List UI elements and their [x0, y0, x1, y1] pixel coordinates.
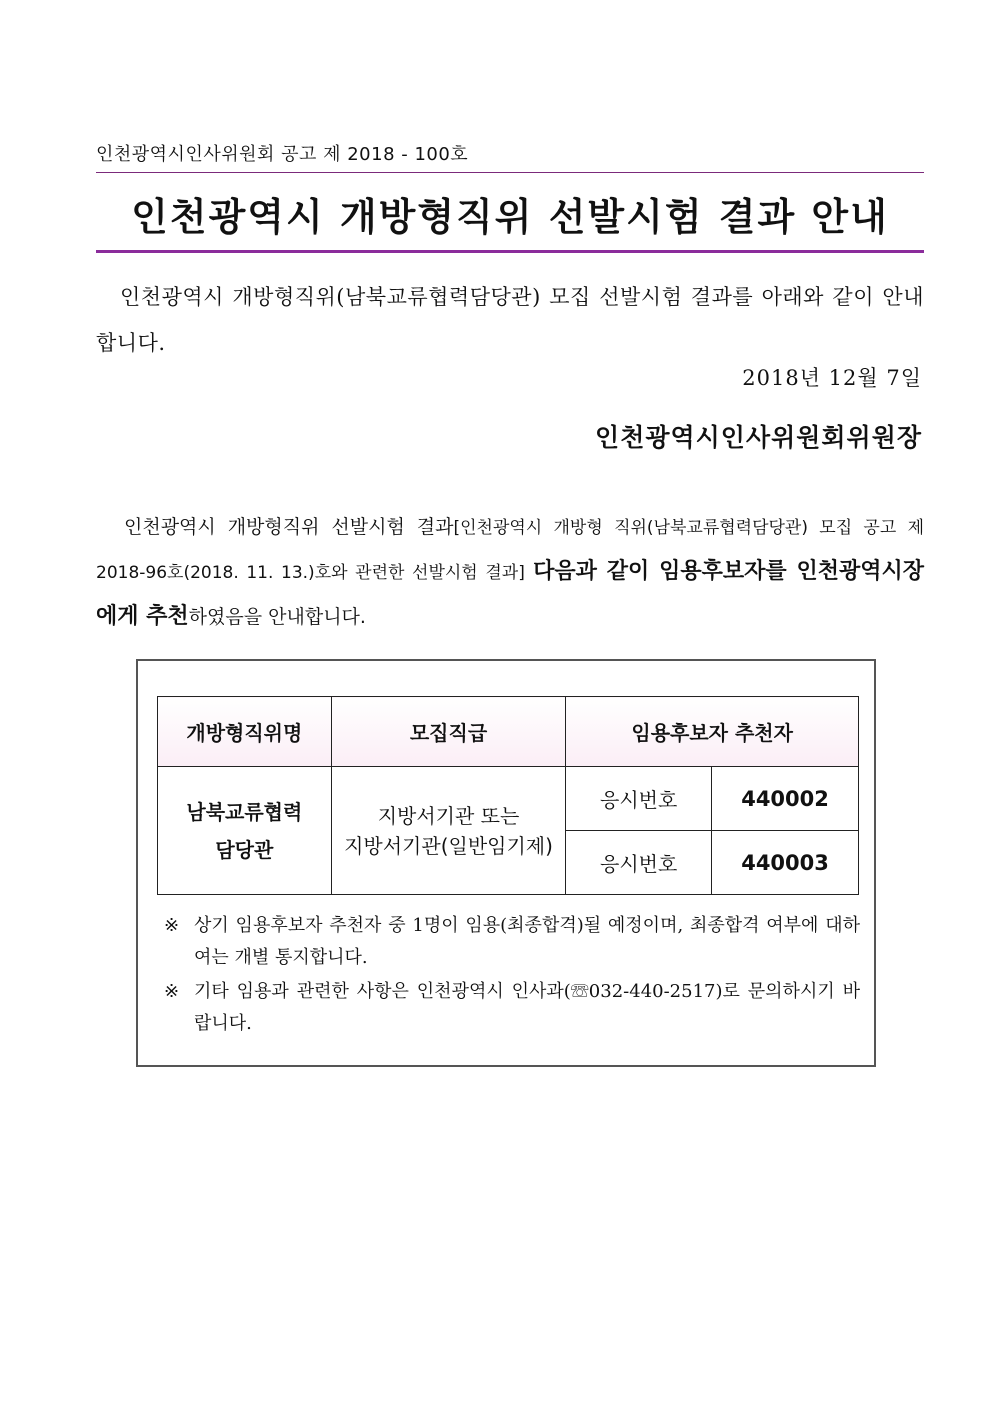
exam-number-value: 440002: [712, 767, 859, 831]
note-text: 기타 임용과 관련한 사항은 인천광역시 인사과(☏032-440-2517)로 문의하시기 바랍니다.: [194, 981, 860, 1034]
table-row: [158, 767, 859, 831]
grade-line-2: 지방서기관(일반임기제): [344, 833, 553, 858]
note-item: [160, 910, 860, 974]
exam-number-label: 응시번호: [566, 767, 712, 831]
table-header-row: [158, 697, 859, 767]
page-title: 인천광역시 개방형직위 선발시험 결과 안내: [131, 195, 889, 239]
reference-mark: ※: [164, 981, 180, 1002]
result-text-emphasis: 다음과 같이 임용후보자를 인천광역시장에게 추천: [96, 559, 925, 629]
header-divider-thick: [96, 250, 924, 253]
exam-number-value: 440003: [712, 831, 859, 895]
grade-cell: [331, 767, 566, 895]
position-line-1: 남북교류협력: [186, 799, 303, 824]
result-text-ending: 하였음을 안내합니다.: [188, 606, 366, 628]
grade-line-1: 지방서기관 또는: [377, 803, 520, 828]
intro-paragraph: 인천광역시 개방형직위(남북교류협력담당관) 모집 선발시험 결과를 아래와 같이 안내합니다.: [96, 285, 924, 355]
note-text: 상기 임용후보자 추천자 중 1명이 임용(최종합격)될 예정이며, 최종합격 여부에 대하여는 개별 통지합니다.: [194, 915, 860, 968]
sender-name: 인천광역시인사위원회위원장: [595, 423, 922, 452]
result-table: [157, 696, 859, 895]
announcement-number: 인천광역시인사위원회 공고 제 2018 - 100호: [96, 144, 469, 165]
header-divider-thin: [96, 172, 924, 173]
header-position: 개방형직위명: [158, 697, 332, 767]
result-text-intro: 인천광역시 개방형직위 선발시험 결과: [124, 516, 454, 538]
position-line-2: 담당관: [215, 837, 274, 862]
announcement-date: 2018년 12월 7일: [742, 366, 922, 390]
exam-number-label: 응시번호: [566, 831, 712, 895]
notes-list: [160, 910, 860, 1042]
result-text-reference: [인천광역시 개방형 직위(남북교류협력담당관) 모집 공고 제 2018-96호(2018. 11. 13.)호와 관련한 선발시험 결과]: [96, 518, 924, 583]
position-cell: [158, 767, 332, 895]
reference-mark: ※: [164, 915, 180, 936]
header-candidates: 임용후보자 추천자: [566, 697, 859, 767]
note-item: [160, 976, 860, 1040]
result-paragraph: [96, 505, 924, 639]
header-grade: 모집직급: [331, 697, 566, 767]
